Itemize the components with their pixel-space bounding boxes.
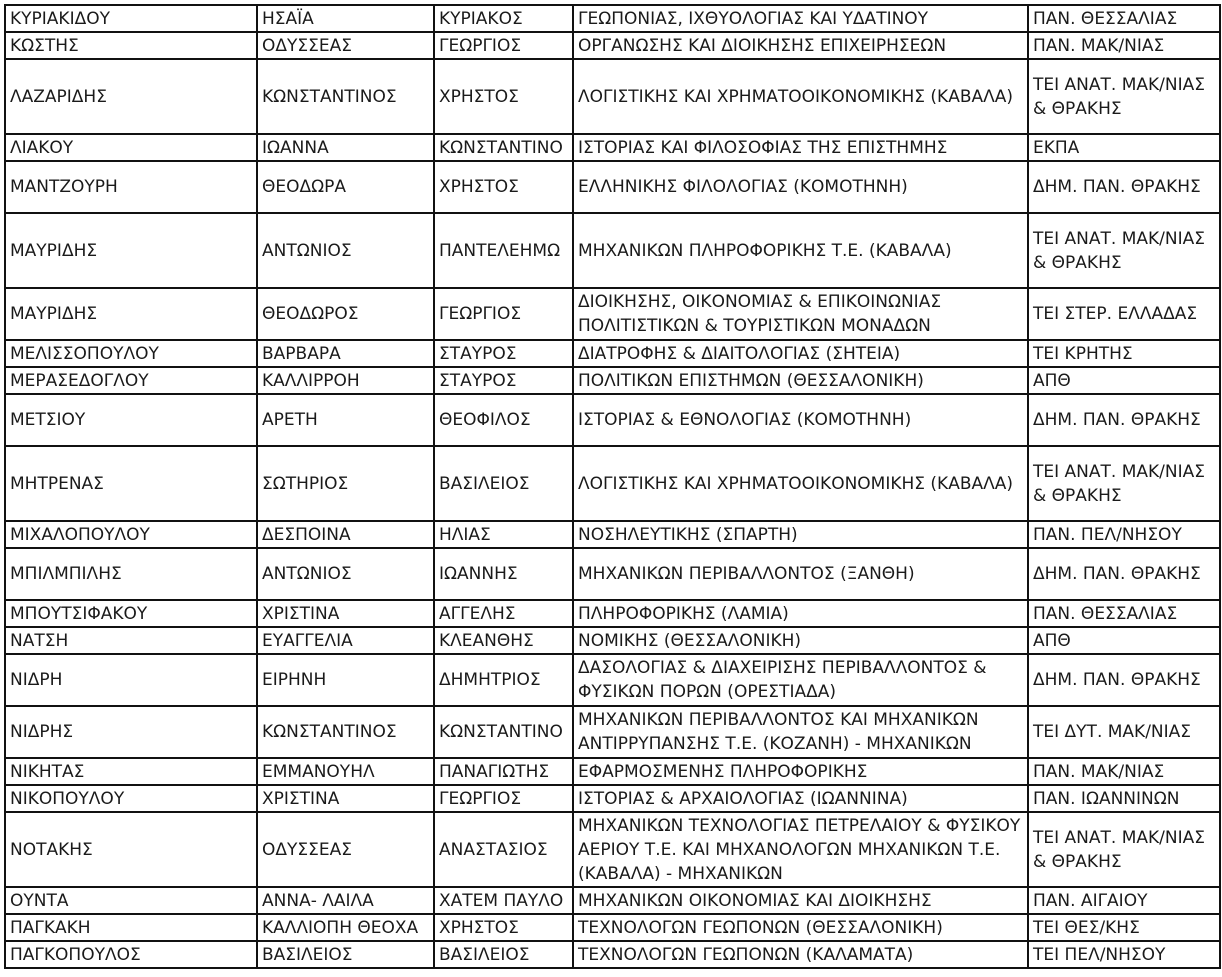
institution-cell: ΤΕΙ ΣΤΕΡ. ΕΛΛΑΔΑΣ [1028, 288, 1220, 340]
institution-cell: ΤΕΙ ΘΕΣ/ΚΗΣ [1028, 914, 1220, 941]
name-cell: ΚΑΛΛΙΡΡΟΗ [257, 367, 434, 394]
father-name-cell: ΚΩΝΣΤΑΝΤΙΝΟ [434, 134, 573, 161]
father-name-cell: ΙΩΑΝΝΗΣ [434, 548, 573, 600]
surname-cell: ΝΙΔΡΗΣ [5, 706, 257, 758]
institution-cell: ΔΗΜ. ΠΑΝ. ΘΡΑΚΗΣ [1028, 548, 1220, 600]
name-cell: ΚΩΝΣΤΑΝΤΙΝΟΣ [257, 59, 434, 134]
name-cell: ΑΝΤΩΝΙΟΣ [257, 213, 434, 288]
father-name-cell: ΓΕΩΡΓΙΟΣ [434, 785, 573, 812]
table-row [5, 600, 1220, 627]
table-row [5, 548, 1220, 600]
surname-cell: ΝΟΤΑΚΗΣ [5, 812, 257, 887]
institution-cell: ΤΕΙ ΚΡΗΤΗΣ [1028, 340, 1220, 367]
name-cell: ΟΔΥΣΣΕΑΣ [257, 32, 434, 59]
table-row [5, 785, 1220, 812]
institution-cell: ΑΠΘ [1028, 627, 1220, 654]
department-cell: ΟΡΓΑΝΩΣΗΣ ΚΑΙ ΔΙΟΙΚΗΣΗΣ ΕΠΙΧΕΙΡΗΣΕΩΝ [573, 32, 1028, 59]
institution-cell: ΑΠΘ [1028, 367, 1220, 394]
department-cell: ΜΗΧΑΝΙΚΩΝ ΤΕΧΝΟΛΟΓΙΑΣ ΠΕΤΡΕΛΑΙΟΥ & ΦΥΣΙΚΟΥ ΑΕΡΙΟΥ Τ.Ε. ΚΑΙ ΜΗΧΑΝΟΛΟΓΩΝ ΜΗΧΑΝΙΚΩΝ Τ.Ε. (ΚΑΒΑΛΑ) - ΜΗΧΑΝΙΚΩΝ [573, 812, 1028, 887]
department-cell: ΙΣΤΟΡΙΑΣ & ΕΘΝΟΛΟΓΙΑΣ (ΚΟΜΟΤΗΝΗ) [573, 394, 1028, 446]
surname-cell: ΜΠΙΛΜΠΙΛΗΣ [5, 548, 257, 600]
father-name-cell: ΓΕΩΡΓΙΟΣ [434, 32, 573, 59]
father-name-cell: ΒΑΣΙΛΕΙΟΣ [434, 446, 573, 521]
department-cell: ΤΕΧΝΟΛΟΓΩΝ ΓΕΩΠΟΝΩΝ (ΚΑΛΑΜΑΤΑ) [573, 941, 1028, 968]
institution-cell: ΠΑΝ. ΜΑΚ/ΝΙΑΣ [1028, 758, 1220, 785]
department-cell: ΠΛΗΡΟΦΟΡΙΚΗΣ (ΛΑΜΙΑ) [573, 600, 1028, 627]
institution-cell: ΤΕΙ ΑΝΑΤ. ΜΑΚ/ΝΙΑΣ & ΘΡΑΚΗΣ [1028, 446, 1220, 521]
institution-cell: ΠΑΝ. ΜΑΚ/ΝΙΑΣ [1028, 32, 1220, 59]
father-name-cell: ΚΛΕΑΝΘΗΣ [434, 627, 573, 654]
department-cell: ΙΣΤΟΡΙΑΣ & ΑΡΧΑΙΟΛΟΓΙΑΣ (ΙΩΑΝΝΙΝΑ) [573, 785, 1028, 812]
surname-cell: ΚΥΡΙΑΚΙΔΟΥ [5, 5, 257, 32]
father-name-cell: ΔΗΜΗΤΡΙΟΣ [434, 654, 573, 706]
name-cell: ΒΑΡΒΑΡΑ [257, 340, 434, 367]
table-row [5, 32, 1220, 59]
results-table-body [5, 5, 1220, 968]
surname-cell: ΜΕΛΙΣΣΟΠΟΥΛΟΥ [5, 340, 257, 367]
table-row [5, 941, 1220, 968]
surname-cell: ΜΕΡΑΣΕΔΟΓΛΟΥ [5, 367, 257, 394]
surname-cell: ΛΙΑΚΟΥ [5, 134, 257, 161]
institution-cell: ΔΗΜ. ΠΑΝ. ΘΡΑΚΗΣ [1028, 654, 1220, 706]
surname-cell: ΠΑΓΚΟΠΟΥΛΟΣ [5, 941, 257, 968]
name-cell: ΧΡΙΣΤΙΝΑ [257, 785, 434, 812]
name-cell: ΣΩΤΗΡΙΟΣ [257, 446, 434, 521]
father-name-cell: ΘΕΟΦΙΛΟΣ [434, 394, 573, 446]
institution-cell: ΠΑΝ. ΑΙΓΑΙΟΥ [1028, 887, 1220, 914]
name-cell: ΕΙΡΗΝΗ [257, 654, 434, 706]
table-row [5, 288, 1220, 340]
surname-cell: ΜΙΧΑΛΟΠΟΥΛΟΥ [5, 521, 257, 548]
institution-cell: ΠΑΝ. ΘΕΣΣΑΛΙΑΣ [1028, 600, 1220, 627]
table-row [5, 213, 1220, 288]
name-cell: ΕΜΜΑΝΟΥΗΛ [257, 758, 434, 785]
table-row [5, 367, 1220, 394]
surname-cell: ΛΑΖΑΡΙΔΗΣ [5, 59, 257, 134]
father-name-cell: ΧΡΗΣΤΟΣ [434, 59, 573, 134]
father-name-cell: ΗΛΙΑΣ [434, 521, 573, 548]
surname-cell: ΟΥΝΤΑ [5, 887, 257, 914]
father-name-cell: ΑΝΑΣΤΑΣΙΟΣ [434, 812, 573, 887]
table-row [5, 706, 1220, 758]
father-name-cell: ΓΕΩΡΓΙΟΣ [434, 288, 573, 340]
father-name-cell: ΠΑΝΤΕΛΕΗΜΩ [434, 213, 573, 288]
father-name-cell: ΧΡΗΣΤΟΣ [434, 161, 573, 213]
surname-cell: ΝΙΚΗΤΑΣ [5, 758, 257, 785]
department-cell: ΤΕΧΝΟΛΟΓΩΝ ΓΕΩΠΟΝΩΝ (ΘΕΣΣΑΛΟΝΙΚΗ) [573, 914, 1028, 941]
surname-cell: ΜΑΥΡΙΔΗΣ [5, 288, 257, 340]
table-row [5, 758, 1220, 785]
name-cell: ΟΔΥΣΣΕΑΣ [257, 812, 434, 887]
table-row [5, 134, 1220, 161]
department-cell: ΛΟΓΙΣΤΙΚΗΣ ΚΑΙ ΧΡΗΜΑΤΟΟΙΚΟΝΟΜΙΚΗΣ (ΚΑΒΑΛΑ) [573, 59, 1028, 134]
department-cell: ΕΛΛΗΝΙΚΗΣ ΦΙΛΟΛΟΓΙΑΣ (ΚΟΜΟΤΗΝΗ) [573, 161, 1028, 213]
father-name-cell: ΚΩΝΣΤΑΝΤΙΝΟ [434, 706, 573, 758]
department-cell: ΜΗΧΑΝΙΚΩΝ ΠΕΡΙΒΑΛΛΟΝΤΟΣ (ΞΑΝΘΗ) [573, 548, 1028, 600]
table-row [5, 161, 1220, 213]
institution-cell: ΤΕΙ ΔΥΤ. ΜΑΚ/ΝΙΑΣ [1028, 706, 1220, 758]
department-cell: ΙΣΤΟΡΙΑΣ ΚΑΙ ΦΙΛΟΣΟΦΙΑΣ ΤΗΣ ΕΠΙΣΤΗΜΗΣ [573, 134, 1028, 161]
name-cell: ΔΕΣΠΟΙΝΑ [257, 521, 434, 548]
surname-cell: ΝΙΚΟΠΟΥΛΟΥ [5, 785, 257, 812]
table-row [5, 446, 1220, 521]
department-cell: ΝΟΜΙΚΗΣ (ΘΕΣΣΑΛΟΝΙΚΗ) [573, 627, 1028, 654]
table-row [5, 654, 1220, 706]
name-cell: ΑΝΤΩΝΙΟΣ [257, 548, 434, 600]
institution-cell: ΔΗΜ. ΠΑΝ. ΘΡΑΚΗΣ [1028, 161, 1220, 213]
table-row [5, 5, 1220, 32]
results-table [4, 4, 1221, 969]
surname-cell: ΝΙΔΡΗ [5, 654, 257, 706]
name-cell: ΕΥΑΓΓΕΛΙΑ [257, 627, 434, 654]
father-name-cell: ΒΑΣΙΛΕΙΟΣ [434, 941, 573, 968]
name-cell: ΧΡΙΣΤΙΝΑ [257, 600, 434, 627]
table-row [5, 340, 1220, 367]
department-cell: ΕΦΑΡΜΟΣΜΕΝΗΣ ΠΛΗΡΟΦΟΡΙΚΗΣ [573, 758, 1028, 785]
department-cell: ΠΟΛΙΤΙΚΩΝ ΕΠΙΣΤΗΜΩΝ (ΘΕΣΣΑΛΟΝΙΚΗ) [573, 367, 1028, 394]
department-cell: ΛΟΓΙΣΤΙΚΗΣ ΚΑΙ ΧΡΗΜΑΤΟΟΙΚΟΝΟΜΙΚΗΣ (ΚΑΒΑΛΑ) [573, 446, 1028, 521]
name-cell: ΗΣΑΪΑ [257, 5, 434, 32]
father-name-cell: ΠΑΝΑΓΙΩΤΗΣ [434, 758, 573, 785]
department-cell: ΔΙΑΤΡΟΦΗΣ & ΔΙΑΙΤΟΛΟΓΙΑΣ (ΣΗΤΕΙΑ) [573, 340, 1028, 367]
table-row [5, 521, 1220, 548]
table-row [5, 914, 1220, 941]
institution-cell: ΠΑΝ. ΠΕΛ/ΝΗΣΟΥ [1028, 521, 1220, 548]
department-cell: ΜΗΧΑΝΙΚΩΝ ΠΛΗΡΟΦΟΡΙΚΗΣ Τ.Ε. (ΚΑΒΑΛΑ) [573, 213, 1028, 288]
department-cell: ΓΕΩΠΟΝΙΑΣ, ΙΧΘΥΟΛΟΓΙΑΣ ΚΑΙ ΥΔΑΤΙΝΟΥ [573, 5, 1028, 32]
institution-cell: ΕΚΠΑ [1028, 134, 1220, 161]
surname-cell: ΜΑΝΤΖΟΥΡΗ [5, 161, 257, 213]
father-name-cell: ΣΤΑΥΡΟΣ [434, 367, 573, 394]
surname-cell: ΝΑΤΣΗ [5, 627, 257, 654]
surname-cell: ΜΕΤΣΙΟΥ [5, 394, 257, 446]
department-cell: ΔΑΣΟΛΟΓΙΑΣ & ΔΙΑΧΕΙΡΙΣΗΣ ΠΕΡΙΒΑΛΛΟΝΤΟΣ & ΦΥΣΙΚΩΝ ΠΟΡΩΝ (ΟΡΕΣΤΙΑΔΑ) [573, 654, 1028, 706]
father-name-cell: ΚΥΡΙΑΚΟΣ [434, 5, 573, 32]
department-cell: ΜΗΧΑΝΙΚΩΝ ΟΙΚΟΝΟΜΙΑΣ ΚΑΙ ΔΙΟΙΚΗΣΗΣ [573, 887, 1028, 914]
institution-cell: ΤΕΙ ΑΝΑΤ. ΜΑΚ/ΝΙΑΣ & ΘΡΑΚΗΣ [1028, 213, 1220, 288]
department-cell: ΜΗΧΑΝΙΚΩΝ ΠΕΡΙΒΑΛΛΟΝΤΟΣ ΚΑΙ ΜΗΧΑΝΙΚΩΝ ΑΝΤΙΡΡΥΠΑΝΣΗΣ Τ.Ε. (ΚΟΖΑΝΗ) - ΜΗΧΑΝΙΚΩΝ [573, 706, 1028, 758]
surname-cell: ΚΩΣΤΗΣ [5, 32, 257, 59]
table-row [5, 627, 1220, 654]
name-cell: ΑΡΕΤΗ [257, 394, 434, 446]
surname-cell: ΜΠΟΥΤΣΙΦΑΚΟΥ [5, 600, 257, 627]
department-cell: ΝΟΣΗΛΕΥΤΙΚΗΣ (ΣΠΑΡΤΗ) [573, 521, 1028, 548]
name-cell: ΚΑΛΛΙΟΠΗ ΘΕΟΧΑ [257, 914, 434, 941]
father-name-cell: ΧΡΗΣΤΟΣ [434, 914, 573, 941]
name-cell: ΘΕΟΔΩΡΑ [257, 161, 434, 213]
table-row [5, 394, 1220, 446]
table-row [5, 812, 1220, 887]
name-cell: ΒΑΣΙΛΕΙΟΣ [257, 941, 434, 968]
name-cell: ΑΝΝΑ- ΛΑΙΛΑ [257, 887, 434, 914]
name-cell: ΚΩΝΣΤΑΝΤΙΝΟΣ [257, 706, 434, 758]
father-name-cell: ΧΑΤΕΜ ΠΑΥΛΟ [434, 887, 573, 914]
name-cell: ΙΩΑΝΝΑ [257, 134, 434, 161]
surname-cell: ΜΗΤΡΕΝΑΣ [5, 446, 257, 521]
institution-cell: ΤΕΙ ΠΕΛ/ΝΗΣΟΥ [1028, 941, 1220, 968]
institution-cell: ΔΗΜ. ΠΑΝ. ΘΡΑΚΗΣ [1028, 394, 1220, 446]
department-cell: ΔΙΟΙΚΗΣΗΣ, ΟΙΚΟΝΟΜΙΑΣ & ΕΠΙΚΟΙΝΩΝΙΑΣ ΠΟΛΙΤΙΣΤΙΚΩΝ & ΤΟΥΡΙΣΤΙΚΩΝ ΜΟΝΑΔΩΝ [573, 288, 1028, 340]
name-cell: ΘΕΟΔΩΡΟΣ [257, 288, 434, 340]
surname-cell: ΠΑΓΚΑΚΗ [5, 914, 257, 941]
institution-cell: ΠΑΝ. ΙΩΑΝΝΙΝΩΝ [1028, 785, 1220, 812]
father-name-cell: ΑΓΓΕΛΗΣ [434, 600, 573, 627]
institution-cell: ΤΕΙ ΑΝΑΤ. ΜΑΚ/ΝΙΑΣ & ΘΡΑΚΗΣ [1028, 812, 1220, 887]
institution-cell: ΠΑΝ. ΘΕΣΣΑΛΙΑΣ [1028, 5, 1220, 32]
table-row [5, 887, 1220, 914]
institution-cell: ΤΕΙ ΑΝΑΤ. ΜΑΚ/ΝΙΑΣ & ΘΡΑΚΗΣ [1028, 59, 1220, 134]
father-name-cell: ΣΤΑΥΡΟΣ [434, 340, 573, 367]
table-row [5, 59, 1220, 134]
surname-cell: ΜΑΥΡΙΔΗΣ [5, 213, 257, 288]
